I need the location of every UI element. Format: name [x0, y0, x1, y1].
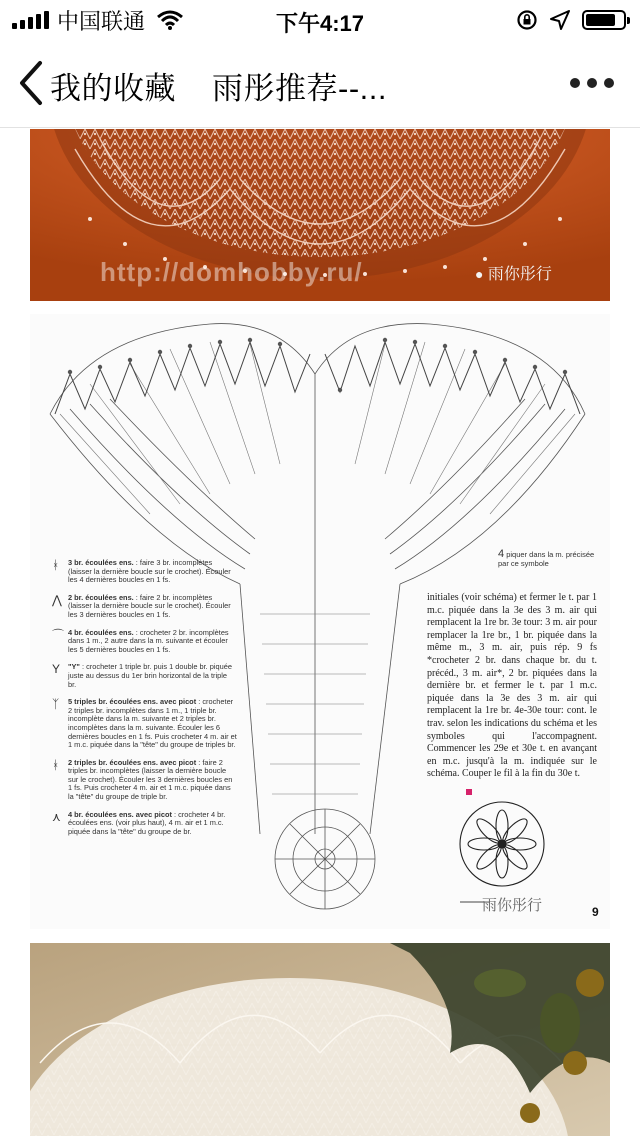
watermark-url: http://domhobby.ru/ — [100, 257, 363, 287]
legend-text: : faire 2 triples br. incomplètes (laisser la dernière boucle sur le crochet). Écouler les 3 dernières boucles en 1 fs. Puis crocheter 4 m. air et 1 m.c. piquée dans la "tête" du groupe de triple br. — [68, 757, 233, 802]
legend-symbol: ᚼ — [52, 558, 60, 572]
note-number: 4 — [498, 548, 505, 560]
symbol-note — [498, 550, 606, 568]
rotation-lock-icon — [516, 9, 538, 31]
wechat-icon: ● — [475, 266, 484, 282]
battery-icon — [582, 10, 626, 30]
legend-symbol: Y — [52, 662, 61, 677]
location-arrow-icon — [550, 10, 570, 30]
legend-title: 5 triples br. écoulées ens. avec picot — [68, 697, 197, 707]
legend-title: 4 br. écoulées ens. — [68, 627, 134, 637]
end-marker — [466, 789, 472, 795]
doily-photo-bottom[interactable] — [30, 943, 610, 1136]
nav-title-row — [50, 63, 387, 108]
pattern-description: initiales (voir schéma) et fermer le t. par 1 m.c. piquée dans la 3e des 3 m. air qui remplacent la 1re br. 3e tour: 3 m. air pour remplacer la 1re br., 1 br. piquée dans la même m., 3 m. air, puis rép. 9 fs *crocheter 2 br. dans chaque br. du t. précéd., 3 m. air*, 2 br. piquées dans la dernière br. et fermer le t. par 1 m.c. piquée dans la 3e des 3 m. air qui remplacent la 1re br. 4e-30e tour: cont. le trav. selon les indications du schéma et les symboles qui l'accompagnent. Commencer les 29e et 30e t. en avançant en m.c. jusqu'à la m. indiquée sur le schéma. Couper le fil à la fin du 30e t. — [427, 592, 597, 780]
legend-title: 2 triples br. écoulées ens. avec picot — [68, 757, 197, 767]
status-right — [516, 8, 626, 32]
page-title: 雨彤推荐--... — [212, 71, 387, 106]
carrier-label: 中国联通 — [57, 8, 146, 34]
legend-item — [52, 811, 237, 837]
legend-item — [52, 629, 237, 655]
legend-text: : crocheter 2 br. incomplètes dans 1 m., 2 autre dans la m. suivante et écouler les 5 dernières boucles en 1 fs. — [68, 627, 229, 654]
legend-symbol: ᛉ — [52, 697, 60, 712]
legend-item — [52, 663, 237, 689]
legend-symbol: ᚼ — [52, 757, 60, 772]
article-content[interactable] — [0, 129, 640, 1136]
legend-title: 4 br. écoulées ens. avec picot — [68, 809, 172, 819]
chart-watermark: 雨你彤行 — [482, 897, 543, 914]
symbol-legend — [52, 559, 237, 845]
flower-motif — [460, 802, 544, 886]
legend-item — [52, 698, 237, 750]
legend-text: : faire 2 br. incomplètes (laisser la dernière boucle sur le crochet). Écouler les 3 dernières boucles en 1 fs. — [68, 592, 231, 619]
note-text: piquer dans la m. précisée par ce symbole — [498, 550, 595, 568]
battery-level — [586, 14, 615, 26]
legend-text: : crocheter 4 br. écoulées ens. (voir plus haut), 4 m. air et 1 m.c. piquée dans la "tête" du groupe de br. — [68, 809, 226, 836]
wechat-watermark — [475, 261, 552, 284]
more-dots-icon[interactable] — [570, 78, 614, 88]
legend-item — [52, 759, 237, 802]
legend-title: 3 br. écoulées ens. — [68, 558, 134, 567]
legend-symbol: ⋀ — [52, 592, 62, 607]
legend-text: : crocheter 2 triples br. incomplètes dans 1 m., 1 triple br. incomplète dans la m. suivante et 2 triples br. incomplètes dans la m. suivante. Écouler les 6 dernières boucles en 1 fs. Puis crocheter 4 m. air et 1 m.c. piquée dans la "tête" du groupe de triples br. — [68, 697, 237, 750]
page-number: 9 — [592, 905, 599, 919]
legend-title: "Y" — [68, 662, 80, 672]
legend-text: : faire 3 br. incomplètes (laisser la dernière boucle sur le crochet). Écouler les 4 dernières boucles en 1 fs. — [68, 558, 231, 585]
back-button[interactable]: 我的收藏 — [50, 71, 176, 106]
legend-item — [52, 559, 237, 585]
legend-title: 2 br. écoulées ens. — [68, 592, 134, 602]
navigation-bar — [0, 40, 640, 128]
clock: 下午4:17 — [275, 11, 365, 36]
chevron-left-icon[interactable] — [14, 58, 54, 108]
legend-item — [52, 594, 237, 620]
legend-symbol: ⋏ — [52, 809, 61, 824]
crochet-chart-image[interactable] — [30, 314, 610, 929]
status-bar — [0, 0, 640, 40]
watermark-text: 雨你彤行 — [487, 266, 552, 283]
legend-symbol: ⌒ — [52, 627, 65, 642]
doily-bottom-graphic — [30, 943, 610, 1136]
legend-text: : crocheter 1 triple br. puis 1 double br. piquée juste au dessus du 1er brin horizontal de la triple br. — [68, 662, 232, 689]
doily-photo-top[interactable] — [30, 129, 610, 301]
